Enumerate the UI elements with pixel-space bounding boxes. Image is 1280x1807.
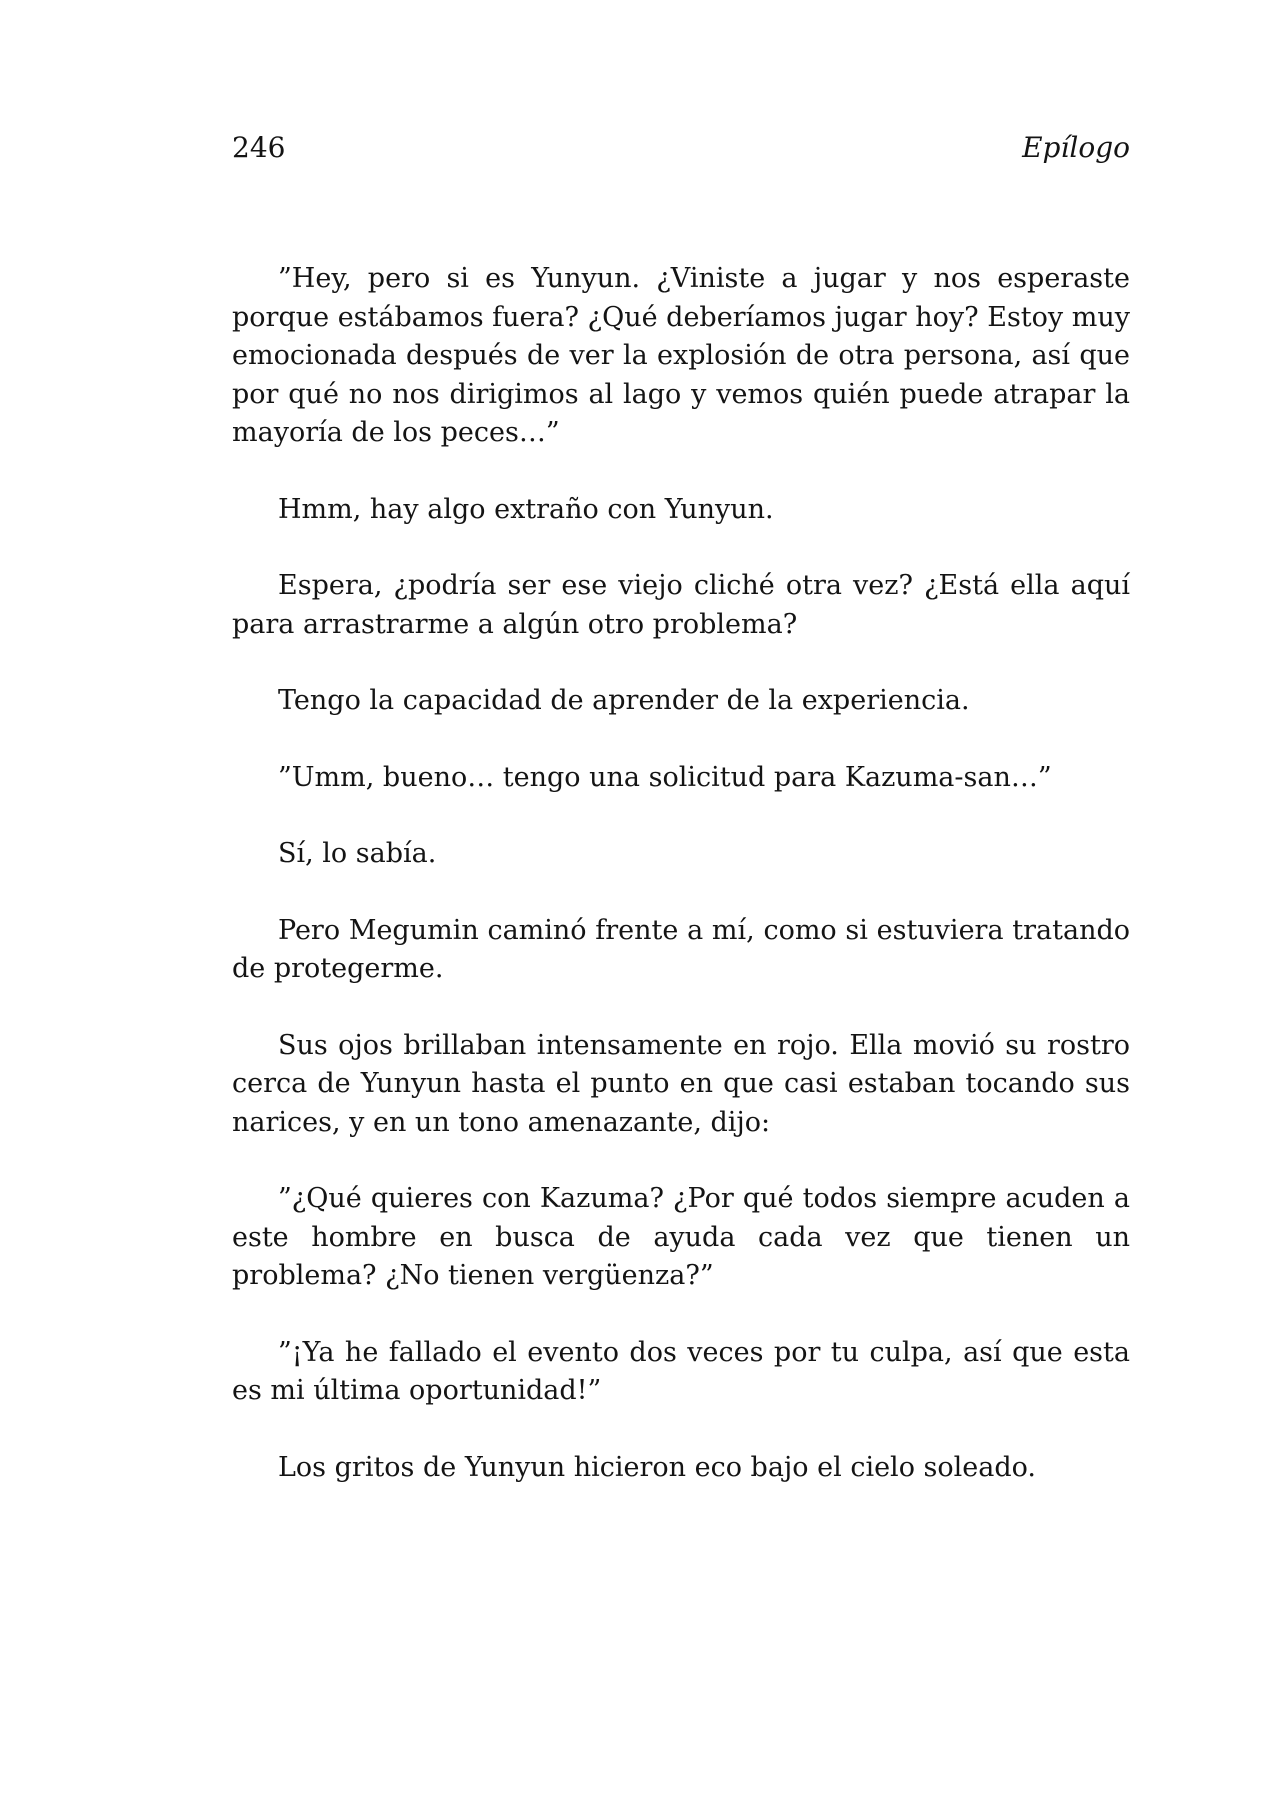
paragraph: Pero Megumin caminó frente a mí, como si estuviera tratando de protegerme. xyxy=(232,914,1130,984)
paragraph: Hmm, hay algo extraño con Yunyun. xyxy=(278,493,774,525)
page-number: 246 xyxy=(232,131,286,164)
paragraph: ”¡Ya he fallado el evento dos veces por tu culpa, así que esta es mi última oportunidad!” xyxy=(232,1336,1130,1406)
body-text xyxy=(232,260,1130,1525)
paragraph: ”Umm, bueno… tengo una solicitud para Kazuma-san…” xyxy=(278,761,1052,793)
paragraph: ”¿Qué quieres con Kazuma? ¿Por qué todos siempre acuden a este hombre en busca de ayuda cada vez que tienen un problema? ¿No tienen vergüenza?” xyxy=(232,1183,1130,1291)
paragraph: ”Hey, pero si es Yunyun. ¿Viniste a jugar y nos esperaste porque estábamos fuera? ¿Qué deberíamos jugar hoy? Estoy muy emocionada después de ver la explosión de otra persona, así que por qué no nos dirigimos al lago y vemos quién puede atrapar la mayoría de los peces…” xyxy=(232,263,1130,448)
running-header xyxy=(232,128,1130,168)
paragraph: Sus ojos brillaban intensamente en rojo. Ella movió su rostro cerca de Yunyun hasta el punto en que casi estaban tocando sus narices, y en un tono amenazante, dijo: xyxy=(232,1029,1130,1138)
chapter-title: Epílogo xyxy=(1022,131,1130,164)
paragraph: Sí, lo sabía. xyxy=(278,838,437,869)
paragraph: Los gritos de Yunyun hicieron eco bajo el cielo soleado. xyxy=(278,1451,1037,1483)
paragraph: Tengo la capacidad de aprender de la experiencia. xyxy=(278,685,970,716)
paragraph: Espera, ¿podría ser ese viejo cliché otra vez? ¿Está ella aquí para arrastrarme a algún otro problema? xyxy=(232,570,1130,640)
